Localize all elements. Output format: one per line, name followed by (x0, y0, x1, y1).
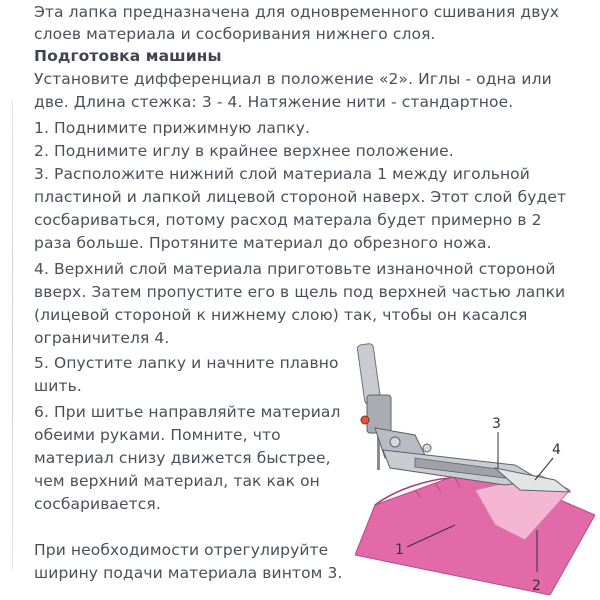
callout-label-2: 2 (532, 578, 541, 594)
note-line-1: При необходимости отрегулируйте (34, 541, 329, 559)
foot-screw-2 (423, 444, 431, 452)
intro-line-1: Эта лапка предназначена для одновременного сшивания двух (34, 3, 559, 21)
step-3-line-1: 3. Расположите нижний слой материала 1 между игольной (34, 165, 530, 183)
step-6-line-2: обеими руками. Помните, что (34, 426, 281, 444)
foot-screw (390, 437, 400, 447)
intro-line-2: слоев материала и сосборивания нижнего слоя. (34, 25, 436, 43)
presser-foot-illustration (355, 340, 595, 595)
step-4-line-1: 4. Верхний слой материала приготовьте изнаночной стороной (34, 260, 556, 278)
step-3-line-2: пластиной и лапкой лицевой стороной наверх. Этот слой будет (34, 188, 567, 206)
step-5-line-2: шить. (34, 377, 82, 395)
step-4-line-2: вверх. Затем пропустите его в щель под верхней частью лапки (34, 283, 566, 301)
adjusting-screw-red (361, 416, 369, 424)
step-3-line-4: раза больше. Протяните материал до обрезного ножа. (34, 234, 492, 252)
step-3-line-3: сосбариваться, потому расход матерала будет примерно в 2 (34, 211, 542, 229)
callout-label-4: 4 (552, 442, 561, 458)
setup-line-2: две. Длина стежка: 3 - 4. Натяжение нити - стандартное. (34, 93, 514, 111)
callout-label-3: 3 (492, 416, 501, 432)
section-heading: Подготовка машины (34, 47, 222, 65)
step-6-line-1: 6. При шитье направляйте материал (34, 403, 341, 421)
setup-line-1: Установите дифференциал в положение «2». Иглы - одна или (34, 70, 552, 88)
step-1: 1. Поднимите прижимную лапку. (34, 119, 310, 137)
needle-clamp (367, 395, 391, 433)
step-4-line-4: ограничителя 4. (34, 329, 170, 347)
step-5-line-1: 5. Опустите лапку и начните плавно (34, 354, 339, 372)
note-line-2: ширину подачи материала винтом 3. (34, 564, 343, 582)
step-2: 2. Поднимите иглу в крайнее верхнее положение. (34, 142, 454, 160)
callout-label-1: 1 (395, 542, 404, 558)
step-6-line-3: материал снизу движется быстрее, (34, 449, 331, 467)
step-4-line-3: (лицевой стороной к нижнему слою) так, чтобы он касался (34, 306, 528, 324)
step-6-line-4: чем верхний материал, так как он (34, 472, 320, 490)
page-edge-divider (12, 100, 13, 570)
step-6-line-5: сосбаривается. (34, 495, 161, 513)
